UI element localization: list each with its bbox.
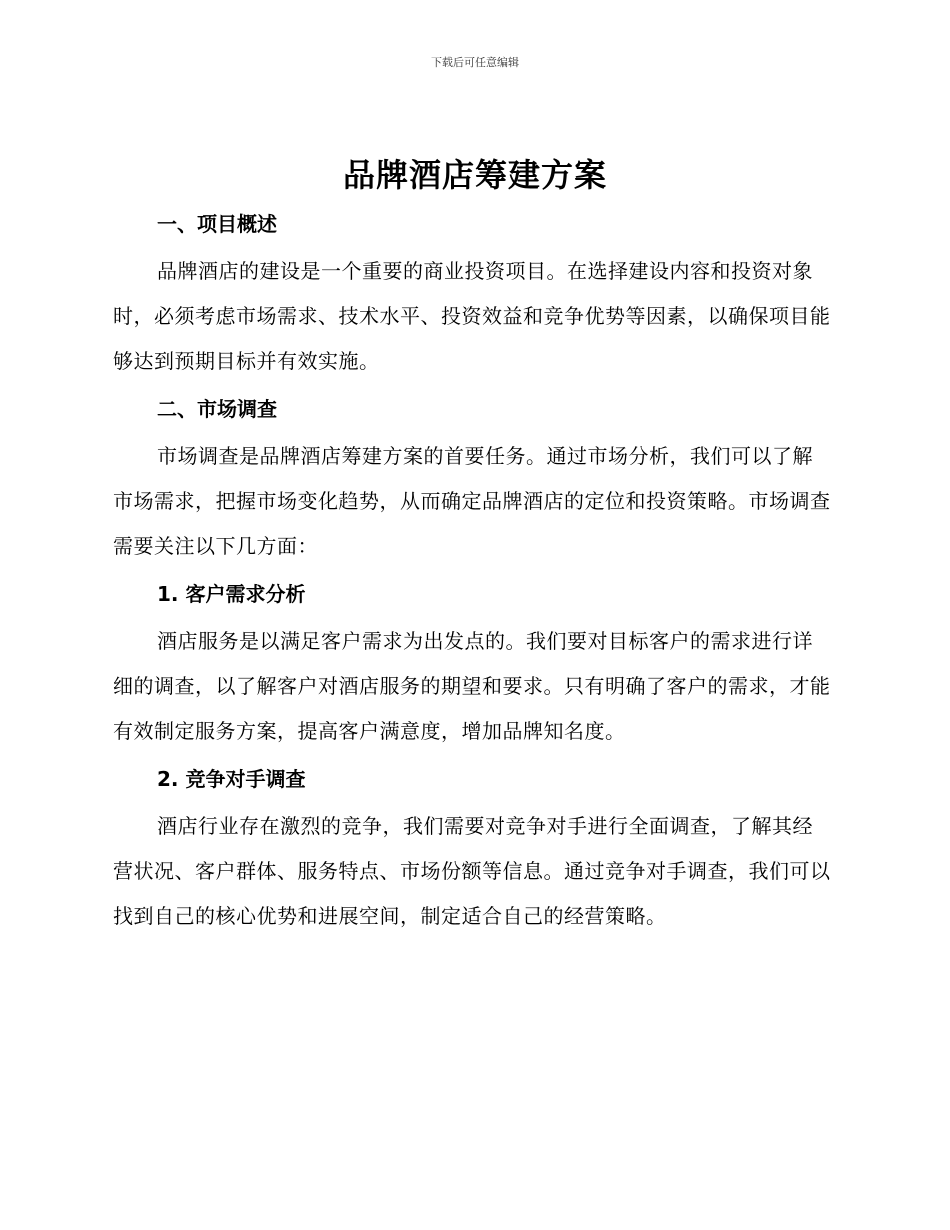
- section-heading-customer-needs: 1. 客户需求分析: [157, 582, 306, 606]
- document-body: [113, 200, 833, 949]
- section-heading-competitor-research: 2. 竞争对手调查: [157, 767, 306, 791]
- section-paragraph-customer-needs: 酒店服务是以满足客户需求为出发点的。我们要对目标客户的需求进行详细的调查，以了解客户对酒店服务的期望和要求。只有明确了客户的需求，才能有效制定服务方案，提高客户满意度，增加品牌知名度。: [113, 629, 831, 743]
- section-paragraph-competitor-research: 酒店行业存在激烈的竞争，我们需要对竞争对手进行全面调查，了解其经营状况、客户群体、服务特点、市场份额等信息。通过竞争对手调查，我们可以找到自己的核心优势和进展空间，制定适合自己的经营策略。: [113, 814, 831, 928]
- section-heading-market-research: 二、市场调查: [157, 397, 277, 421]
- header-note: 下载后可任意编辑: [431, 56, 519, 69]
- section-paragraph-overview: 品牌酒店的建设是一个重要的商业投资项目。在选择建设内容和投资对象时，必须考虑市场需求、技术水平、投资效益和竞争优势等因素，以确保项目能够达到预期目标并有效实施。: [113, 259, 831, 373]
- section-heading-overview: 一、项目概述: [157, 212, 277, 236]
- section-paragraph-market-research: 市场调查是品牌酒店筹建方案的首要任务。通过市场分析，我们可以了解市场需求，把握市场变化趋势，从而确定品牌酒店的定位和投资策略。市场调查需要关注以下几方面：: [113, 444, 831, 558]
- document-title: 品牌酒店筹建方案: [342, 156, 607, 194]
